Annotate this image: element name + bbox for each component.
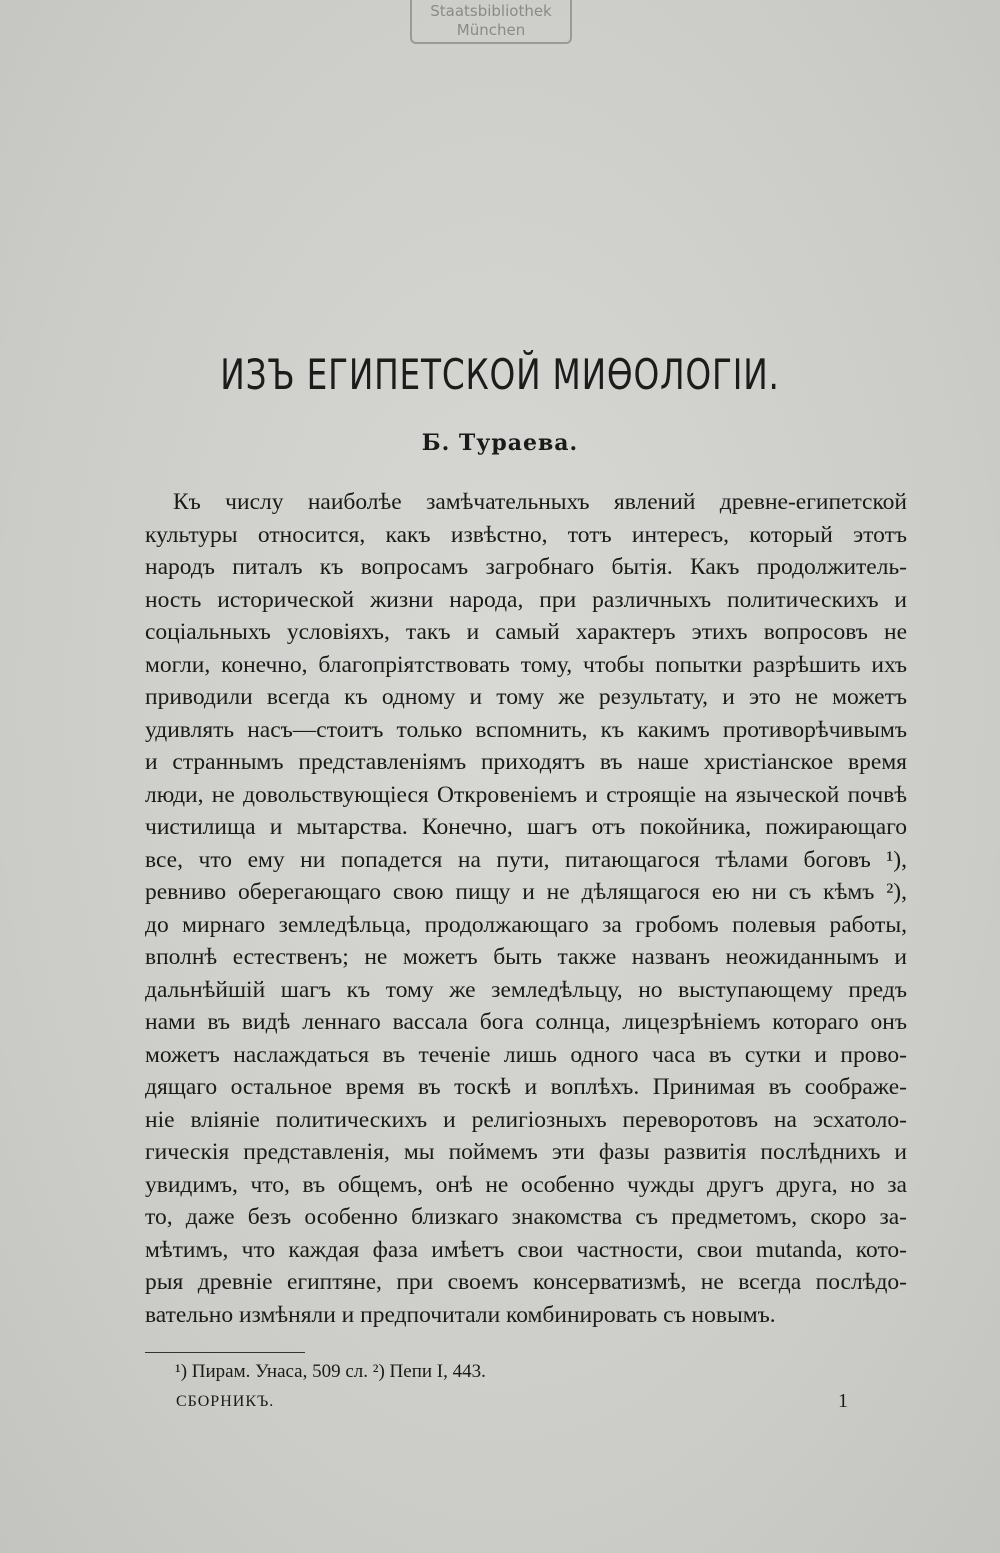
body-line: гическія представленія, мы поймемъ эти фазы развитія послѣднихъ и <box>145 1139 907 1165</box>
body-line: вполнѣ естественъ; не можетъ быть также названъ неожиданнымъ и <box>145 944 907 970</box>
body-line: культуры относится, какъ извѣстно, тотъ интересъ, который этотъ <box>145 521 907 548</box>
body-line: соціальныхъ условіяхъ, такъ и самый характеръ этихъ вопросовъ не <box>145 619 907 645</box>
body-line: ревниво оберегающаго свою пищу и не дѣлящагося ею ни съ кѣмъ ²), <box>145 879 907 905</box>
body-line: удивлять насъ—стоитъ только вспомнить, къ какимъ противорѣчивымъ <box>145 716 907 743</box>
body-line: до мирнаго земледѣльца, продолжающаго за гробомъ полевыя работы, <box>145 911 907 938</box>
library-stamp <box>410 0 572 44</box>
body-line: то, даже безъ особенно близкаго знакомства съ предметомъ, скоро за- <box>145 1204 907 1230</box>
body-line: все, что ему ни попадется на пути, питающагося тѣлами боговъ ¹), <box>145 846 907 873</box>
footnote-divider <box>145 1352 305 1353</box>
body-line: можетъ наслаждаться въ теченіе лишь одного часа въ сутки и прово- <box>145 1041 907 1068</box>
article-body <box>145 486 907 1331</box>
page-number: 1 <box>838 1390 848 1412</box>
signature-mark: СБОРНИКЪ. <box>176 1393 275 1410</box>
body-line: могли, конечно, благопріятствовать тому, чтобы попытки разрѣшить ихъ <box>145 651 907 678</box>
body-line: и страннымъ представленіямъ приходятъ въ наше христіанское время <box>145 749 907 775</box>
body-line: чистилища и мытарства. Конечно, шагъ отъ покойника, пожирающаго <box>145 814 907 840</box>
body-line: ность исторической жизни народа, при различныхъ политическихъ и <box>145 586 907 613</box>
body-line: дальнѣйшій шагъ къ тому же земледѣльцу, но выступающему предъ <box>145 976 907 1003</box>
body-line: люди, не довольствующіеся Откровеніемъ и строящіе на языческой почвѣ <box>145 781 907 808</box>
stamp-line-2: München <box>456 21 526 39</box>
body-line: ніе вліяніе политическихъ и религіозныхъ переворотовъ на эсхатоло- <box>145 1106 907 1133</box>
stamp-line-1: Staatsbibliothek <box>430 2 552 20</box>
body-line: дящаго остальное время въ тоскѣ и воплѣхъ. Принимая въ соображе- <box>145 1074 907 1100</box>
article-author: Б. Тураева. <box>421 430 579 456</box>
body-line: рыя древніе египтяне, при своемъ консерватизмѣ, не всегда послѣдо- <box>145 1269 907 1295</box>
body-line: вательно измѣняли и предпочитали комбинировать съ новымъ. <box>145 1301 776 1328</box>
footnote: ¹) Пирам. Унаса, 509 сл. ²) Пепи I, 443. <box>175 1361 486 1382</box>
body-line: Къ числу наиболѣе замѣчательныхъ явлений древне-египетской <box>173 489 907 515</box>
body-line: нами въ видѣ леннаго вассала бога солнца, лицезрѣніемъ котораго онъ <box>145 1009 907 1035</box>
body-line: приводили всегда къ одному и тому же результату, и это не можетъ <box>145 684 907 710</box>
body-line: мѣтимъ, что каждая фаза имѣетъ свои частности, свои mutanda, кото- <box>145 1236 907 1263</box>
article-title: ИЗЪ ЕГИПЕТСКОЙ МИѲОЛОГІИ. <box>220 350 780 399</box>
body-line: увидимъ, что, въ общемъ, онѣ не особенно чужды другъ друга, но за <box>145 1171 907 1198</box>
body-line: народъ питалъ къ вопросамъ загробнаго бытія. Какъ продолжитель- <box>145 554 907 580</box>
